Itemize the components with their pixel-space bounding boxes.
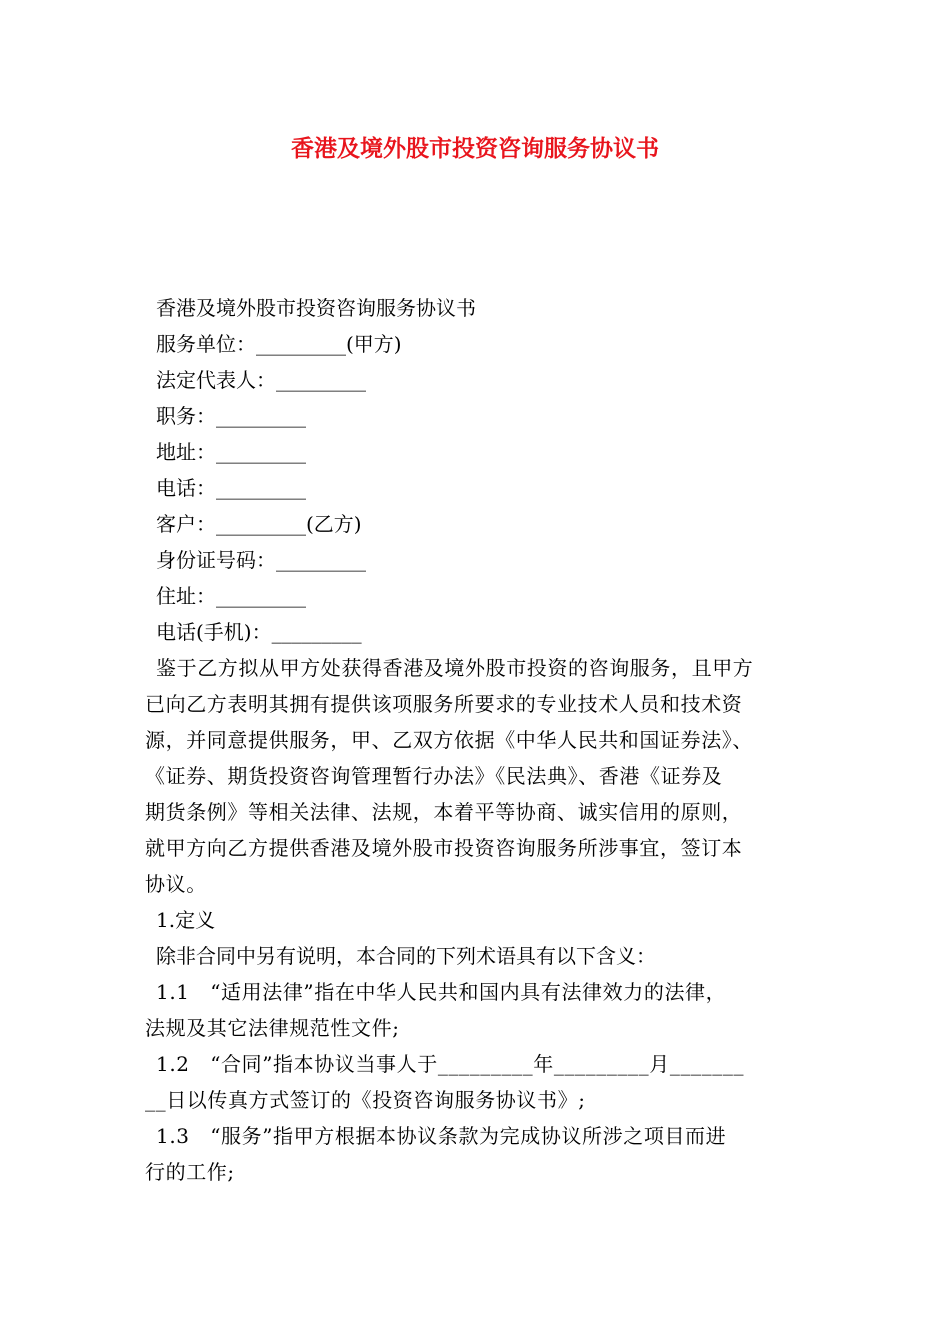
preamble-paragraph (145, 650, 825, 902)
id-number-field: 身份证号码：_________ (156, 548, 366, 572)
preamble-line: 源，并同意提供服务，甲、乙双方依据《中华人民共和国证券法》、 (145, 728, 753, 752)
clause-1-3 (145, 1118, 825, 1190)
clause-1-1 (145, 974, 825, 1046)
residence-field: 住址：_________ (156, 584, 306, 608)
document-title: 香港及境外股市投资咨询服务协议书 (291, 135, 659, 162)
clause-1-2 (145, 1046, 825, 1118)
legal-representative-field: 法定代表人：_________ (156, 368, 366, 392)
client-field: 客户：_________(乙方) (156, 512, 362, 536)
service-unit-field: 服务单位：_________(甲方) (156, 332, 402, 356)
preamble-line: 期货条例》等相关法律、法规，本着平等协商、诚实信用的原则， (145, 800, 743, 824)
preamble-line: 协议。 (145, 872, 207, 896)
body-title: 香港及境外股市投资咨询服务协议书 (156, 296, 476, 320)
position-field: 职务：_________ (156, 404, 306, 428)
phone-field: 电话：_________ (156, 476, 306, 500)
section-intro: 除非合同中另有说明，本合同的下列术语具有以下含义： (156, 944, 656, 968)
clause-line: 1.3 “服务”指甲方根据本协议条款为完成协议所涉之项目而进 (156, 1124, 727, 1148)
preamble-line: 已向乙方表明其拥有提供该项服务所要求的专业技术人员和技术资 (145, 692, 743, 716)
clause-line: 法规及其它法律规范性文件; (145, 1016, 400, 1040)
clause-line: __日以传真方式签订的《投资咨询服务协议书》; (145, 1088, 586, 1112)
document-body (145, 290, 825, 1190)
preamble-line: 鉴于乙方拟从甲方处获得香港及境外股市投资的咨询服务，且甲方 (156, 656, 754, 680)
preamble-line: 《证券、期货投资咨询管理暂行办法》《民法典》、香港《证券及 (145, 764, 723, 788)
clause-line: 行的工作; (145, 1160, 235, 1184)
clause-line: 1.1 “适用法律”指在中华人民共和国内具有法律效力的法律， (156, 980, 727, 1004)
address-field: 地址：_________ (156, 440, 306, 464)
section-heading: 1.定义 (156, 908, 216, 932)
clause-line: 1.2 “合同”指本协议当事人于_________年_________月_______ (156, 1052, 745, 1076)
preamble-line: 就甲方向乙方提供香港及境外股市投资咨询服务所涉事宜，签订本 (145, 836, 743, 860)
mobile-phone-field: 电话(手机)：_________ (156, 620, 362, 644)
